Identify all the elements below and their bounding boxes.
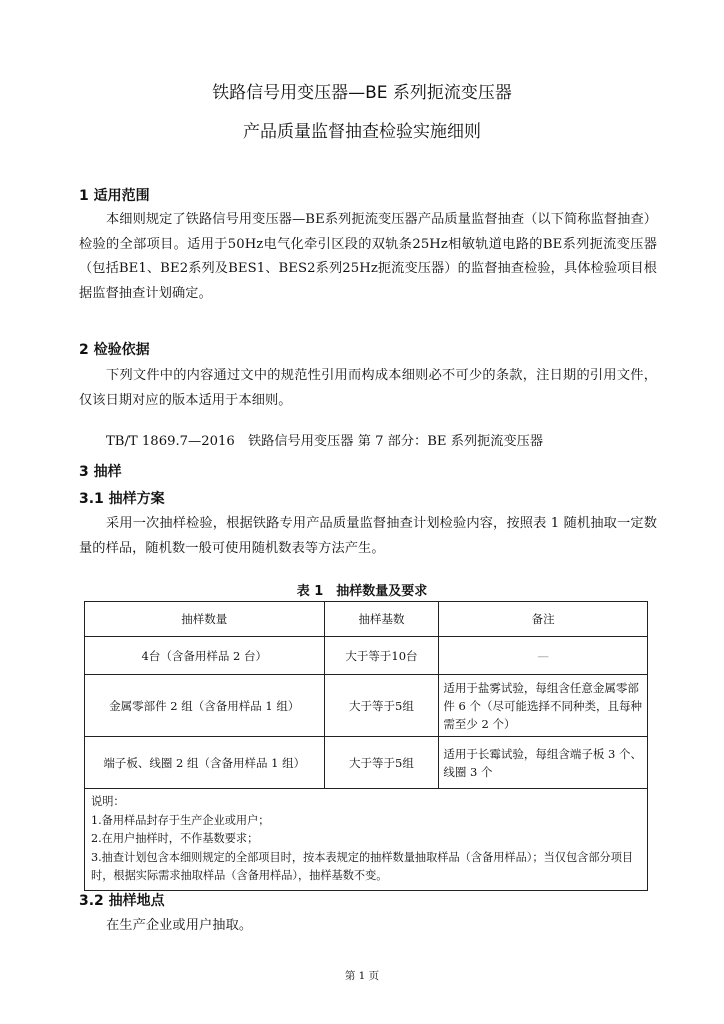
- table-header-row: [85, 602, 648, 637]
- table-notes-row: [85, 789, 648, 891]
- table-cell: 大于等于10台: [324, 637, 439, 675]
- section1-heading: 1 适用范围: [79, 188, 150, 204]
- note-item: 1.备用样品封存于生产企业或用户；: [91, 813, 270, 827]
- table-cell: 大于等于5组: [324, 737, 439, 789]
- section3-1-heading: 3.1 抽样方案: [79, 491, 165, 507]
- section3-2-heading: 3.2 抽样地点: [79, 893, 165, 909]
- section3-heading: 3 抽样: [79, 464, 122, 480]
- section1-body: 本细则规定了铁路信号用变压器—BE系列扼流变压器产品质量监督抽查（以下简称监督抽查）检验的全部项目。适用于50Hz电气化牵引区段的双轨条25Hz相敏轨道电路的BE系列扼流变压器（包括BE1、BE2系列及BES1、BES2系列25Hz扼流变压器）的监督抽查检验，具体检验项目根据监督抽查计划确定。: [79, 212, 658, 301]
- table-notes-cell: [85, 789, 648, 891]
- reference-standard: TB/T 1869.7—2016 铁路信号用变压器 第 7 部分：BE 系列扼流变压器: [106, 434, 544, 449]
- section2-body: 下列文件中的内容通过文中的规范性引用而构成本细则必不可少的条款，注日期的引用文件，仅该日期对应的版本适用于本细则。: [79, 368, 657, 408]
- table-cell: —: [439, 637, 648, 675]
- doc-title-line1: 铁路信号用变压器—BE 系列扼流变压器: [212, 83, 512, 103]
- notes-label: 说明：: [91, 795, 125, 808]
- table-cell: 大于等于5组: [324, 675, 439, 737]
- doc-title-line2: 产品质量监督抽查检验实施细则: [243, 122, 481, 142]
- note-item: 2.在用户抽样时，不作基数要求；: [91, 832, 259, 845]
- table-header-cell: 抽样基数: [324, 602, 439, 637]
- table-row: [85, 675, 648, 737]
- note-item: 3.抽查计划包含本细则规定的全部项目时，按本表规定的抽样数量抽取样品（含备用样品）；当仅包含部分项目时，根据实际需求抽取样品（含备用样品），抽样基数不变。: [91, 850, 634, 882]
- sampling-table: [84, 601, 648, 891]
- section3-2-body: 在生产企业或用户抽取。: [106, 918, 253, 933]
- table-cell: 端子板、线圈 2 组（含备用样品 1 组）: [85, 737, 325, 789]
- table-caption: 表 1 抽样数量及要求: [296, 584, 428, 599]
- table-row: [85, 737, 648, 789]
- table-cell: 4台（含备用样品 2 台）: [85, 637, 325, 675]
- table-cell: 适用于盐雾试验，每组含任意金属零部件 6 个（尽可能选择不同种类，且每种需至少 2 个）: [439, 675, 648, 737]
- section3-1-body: 采用一次抽样检验，根据铁路专用产品质量监督抽查计划检验内容，按照表 1 随机抽取一定数量的样品，随机数一般可使用随机数表等方法产生。: [79, 516, 657, 556]
- page-number: 第 1 页: [344, 970, 380, 982]
- table-cell: 适用于长霉试验，每组含端子板 3 个、线圈 3 个: [439, 737, 648, 789]
- table-header-cell: 备注: [439, 602, 648, 637]
- table-row: [85, 637, 648, 675]
- table-cell: 金属零部件 2 组（含备用样品 1 组）: [85, 675, 325, 737]
- section2-heading: 2 检验依据: [79, 342, 150, 358]
- table-header-cell: 抽样数量: [85, 602, 325, 637]
